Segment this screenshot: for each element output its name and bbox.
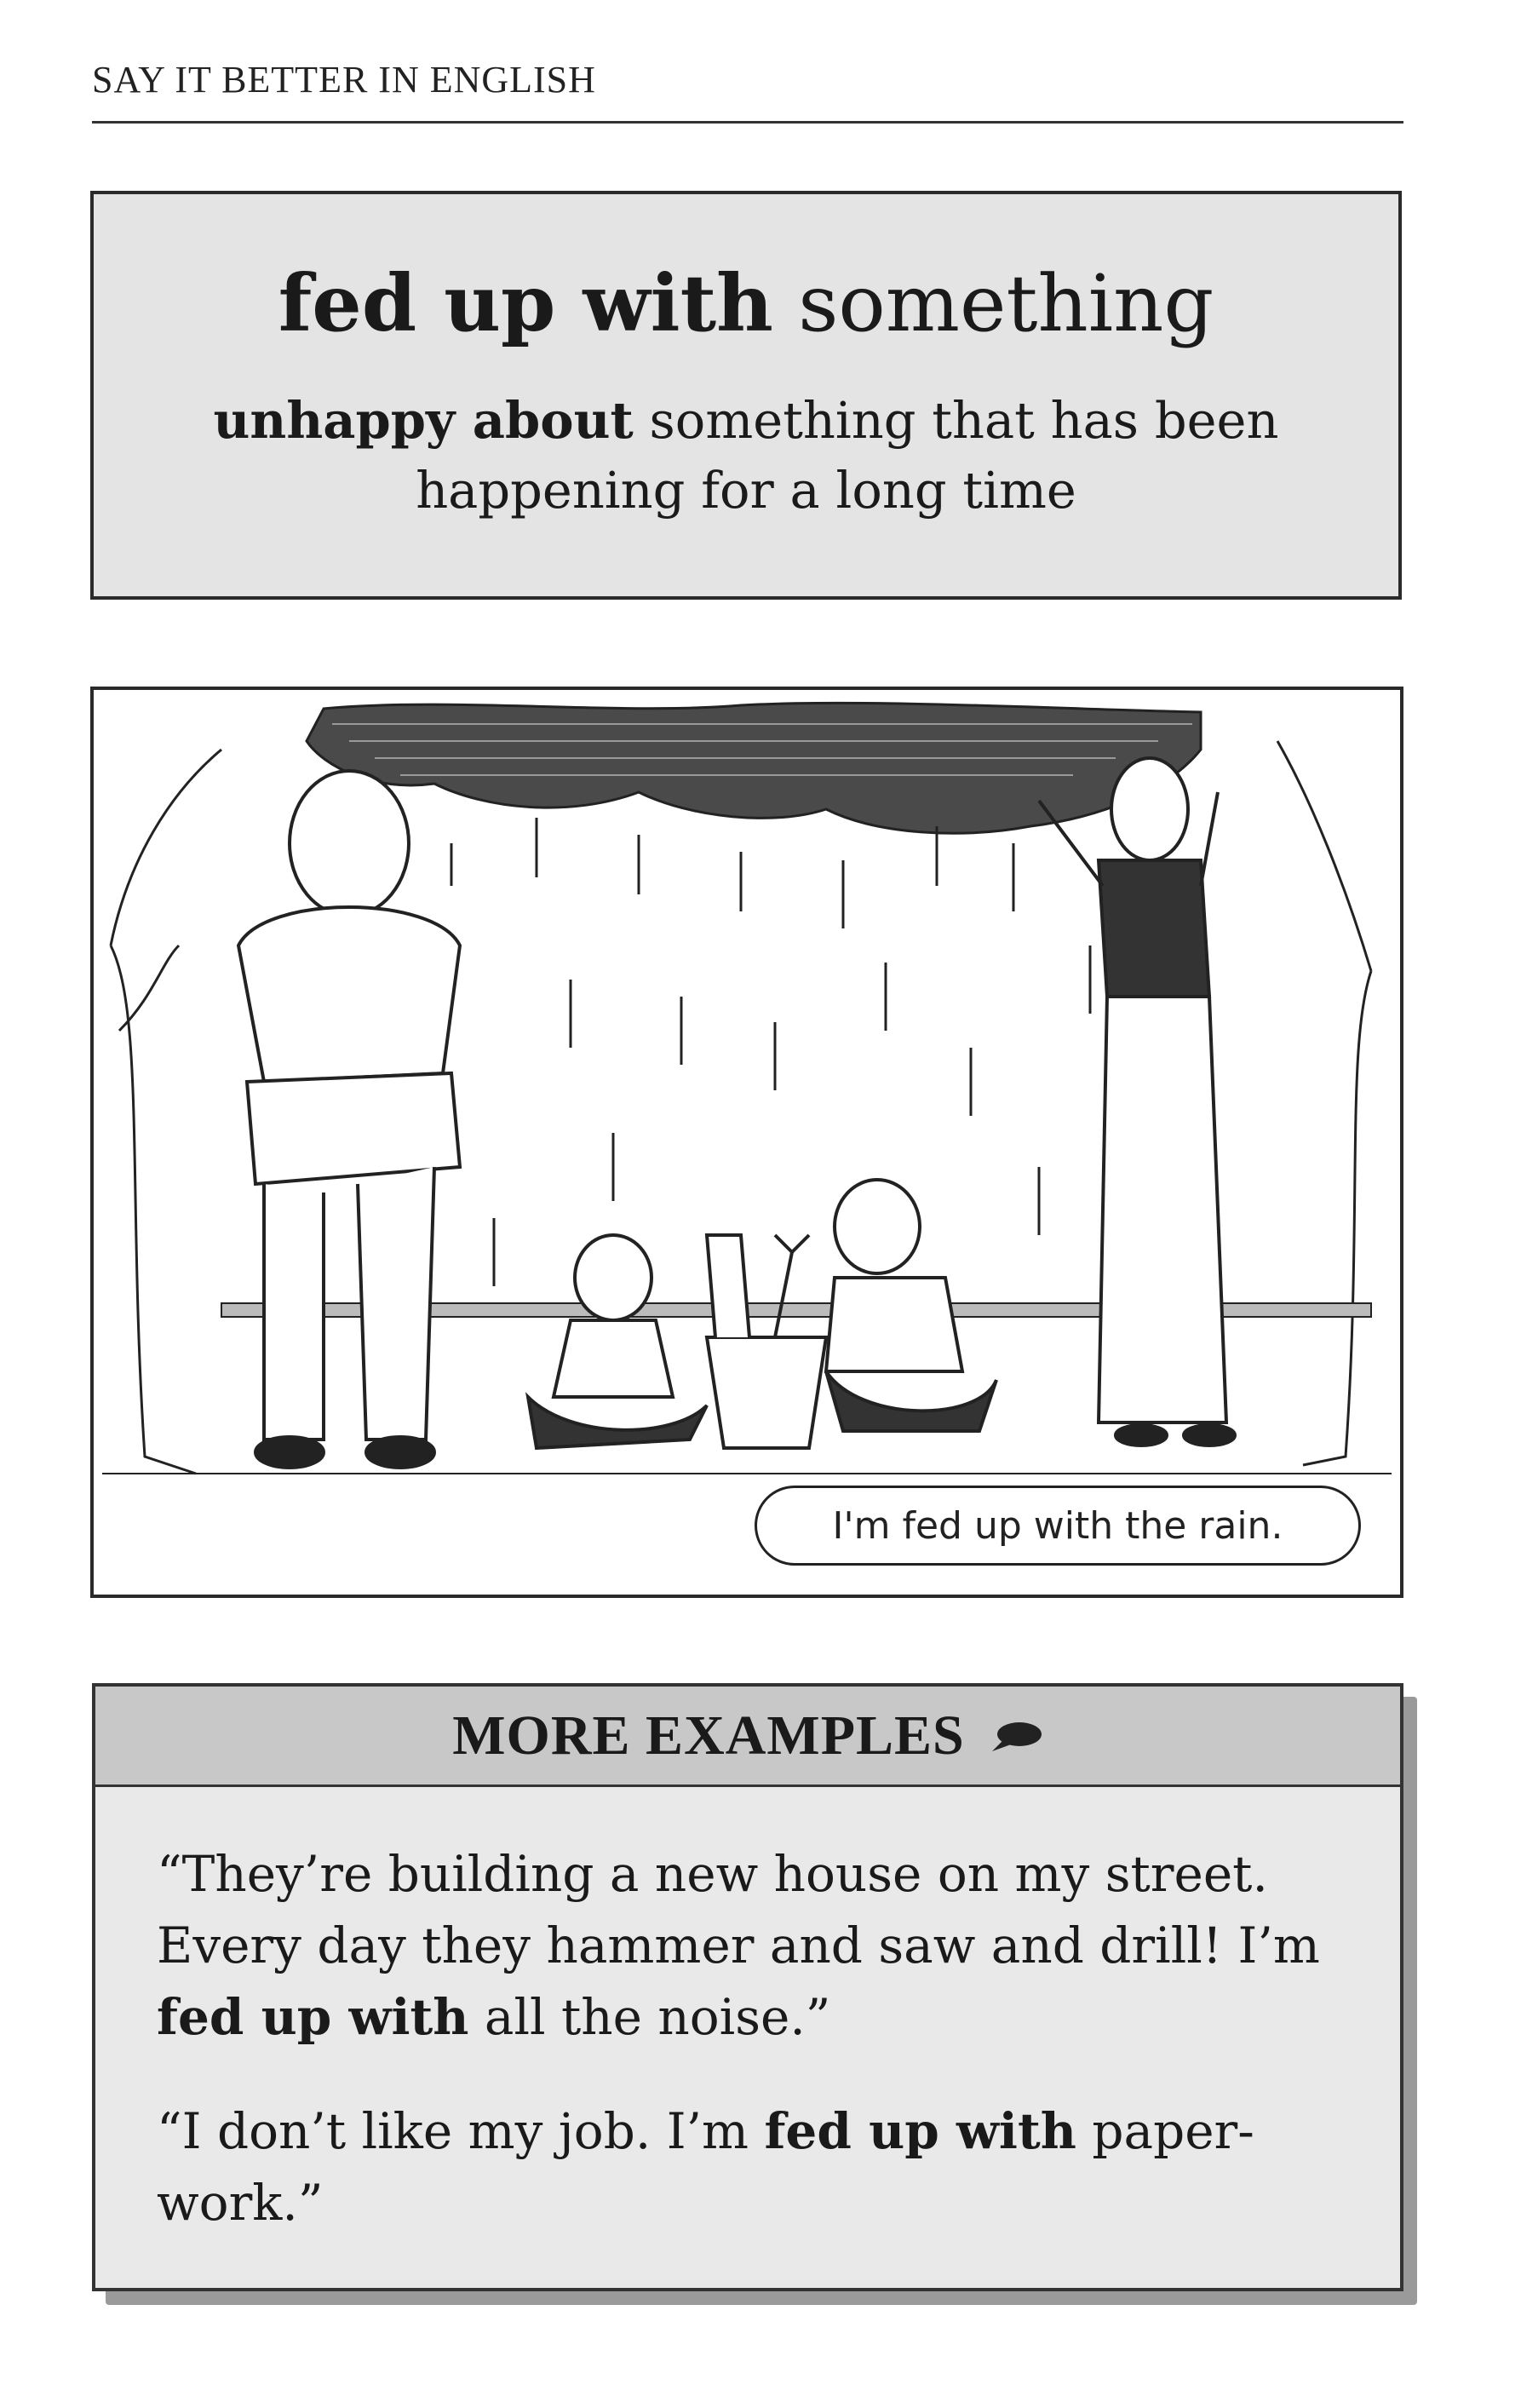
example-text: paper-work.” xyxy=(157,2102,1254,2232)
example-sentence xyxy=(157,1838,1366,2053)
definition-keyword: unhappy about xyxy=(213,391,634,450)
examples-box xyxy=(92,1683,1403,2291)
cartoon-drawing xyxy=(94,690,1400,1595)
example-text: all the noise.” xyxy=(468,1988,831,2046)
idiom-title xyxy=(94,257,1398,349)
storm-cloud xyxy=(307,703,1201,833)
illustration xyxy=(90,687,1403,1598)
examples-header xyxy=(95,1687,1400,1787)
girl-figure xyxy=(528,1235,707,1448)
rain xyxy=(451,818,1090,1286)
example-highlight: fed up with xyxy=(157,1988,469,2046)
header-rule xyxy=(92,121,1403,124)
bucket-with-tools xyxy=(707,1235,826,1448)
left-curtain xyxy=(111,750,221,1474)
speech-bubble-caption: I'm fed up with the rain. xyxy=(755,1486,1361,1566)
example-sentence xyxy=(157,2095,1366,2238)
idiom-definition xyxy=(150,386,1342,526)
example-text: “I don’t like my job. I’m xyxy=(157,2102,765,2160)
examples-heading: MORE EXAMPLES xyxy=(452,1704,965,1767)
woman-figure xyxy=(1039,758,1235,1445)
speech-bubble-icon xyxy=(987,1719,1043,1753)
right-curtain xyxy=(1201,741,1371,1465)
idiom-phrase: fed up with xyxy=(278,257,773,349)
example-text: “They’re building a new house on my street. Every day they hammer and saw and drill! I’m xyxy=(157,1845,1320,1974)
definition-text: something that has been happening for a long time xyxy=(416,391,1279,520)
example-highlight: fed up with xyxy=(764,2102,1076,2160)
man-figure xyxy=(238,771,460,1468)
idiom-box xyxy=(90,191,1402,600)
idiom-object: something xyxy=(798,258,1214,349)
running-header: SAY IT BETTER IN ENGLISH xyxy=(92,59,596,101)
